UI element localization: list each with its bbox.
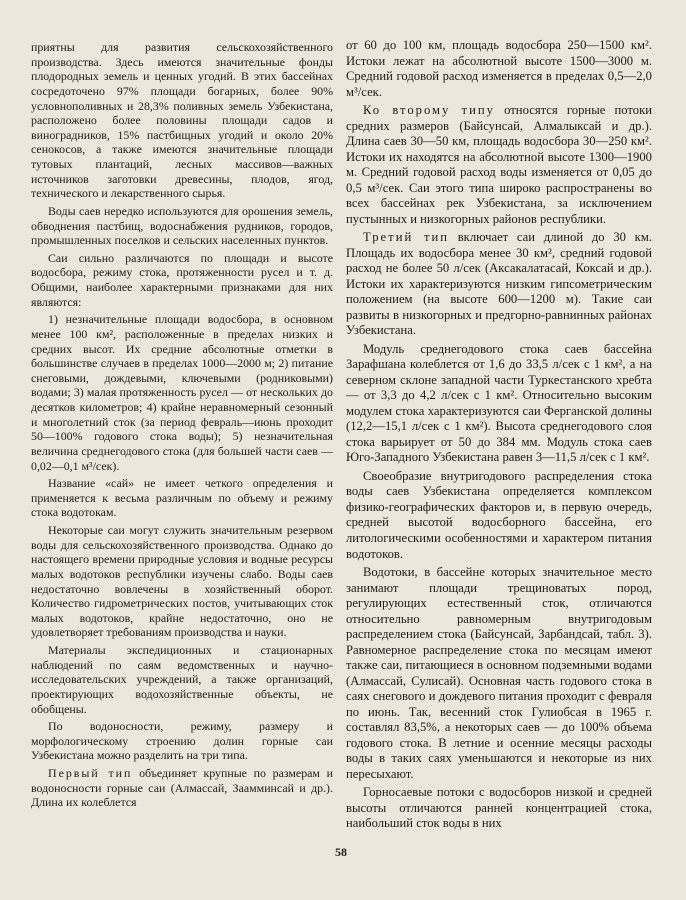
paragraph: Своеобразие внутригодового распределения стока воды саев Узбекистана определяется комплексом физико-географических факторов и, в первую очередь, средней высотой водосборного бассейна, его литологическими особенностями и характером питания водотоков.	[346, 468, 652, 561]
paragraph: По водоносности, режиму, размеру и морфологическому строению долин горные саи Узбекистана можно разделить на три типа.	[31, 719, 333, 763]
paragraph: Материалы экспедиционных и стационарных наблюдений по саям ведомственных и научно-исследовательских учреждений, а также организаций, проектирующих водохозяйственные объекты, не обобщены.	[31, 643, 333, 716]
left-column	[31, 40, 333, 813]
paragraph: Третий тип включает саи длиной до 30 км. Площадь их водосбора менее 30 км², средний годовой расход не более 50 л/сек (Аксакалатасай, Коксай и др.). Истоки их характеризуются низким гипсометрическим положением (на высоте 600—1200 м). Такие саи развиты в низкогорных и предгорно-равнинных районах Узбекистана.	[346, 230, 652, 338]
paragraph: Саи сильно различаются по площади и высоте водосбора, режиму стока, протяженности русел и т. д. Общими, наиболее характерными признаками для них являются:	[31, 250, 333, 309]
paragraph: Горносаевые потоки с водосборов низкой и средней высоты отличаются ранней концентрацией стока, наибольший сток воды в них	[346, 785, 652, 831]
type-heading: Третий тип	[363, 230, 449, 245]
paragraph: 1) незначительные площади водосбора, в основном менее 100 км², расположенные в пределах низких и средних высот. Их средние абсолютные отметки в большинстве случаев в пределах 1000—2000 м; 2) питание снеговыми, дождевыми, ключевыми (родниковыми) водами; 3) малая протяженность русел — от нескольких до десятков километров; 4) крайне неравномерный сезонный и многолетний сток (за период февраль—июнь проходит 50—100% годового стока воды); 5) незначительная величина среднегодового стока (для большей части саев — 0,02—0,1 м³/сек).	[31, 312, 333, 473]
paragraph: Модуль среднегодового стока саев бассейна Зарафшана колеблется от 1,6 до 33,5 л/сек с 1 км², а на северном склоне западной части Туркестанского хребта — от 3,3 до 4,2 л/сек с 1 км². Относительно высоким модулем стока характеризуются саи Ферганской долины (12,2—15,1 л/сек с 1 км²). Высота среднегодового слоя стока варьирует от 50 до 384 мм. Модуль стока саев Юго-Западного Узбекистана равен 3—11,5 л/сек с 1 км².	[346, 341, 652, 465]
paragraph: Ко второму типу относятся горные потоки средних размеров (Байсунсай, Алмалыксай и др.). Длина саев 30—50 км, площадь водосбора 30—250 км². Истоки их находятся на абсолютной высоте 1300—1900 м. Средний годовой расход воды изменяется от 0,05 до 0,5 м³/сек. Саи этого типа широко распространены во всех бассейнах рек Узбекистана, за исключением пустынных и низкогорных районов республики.	[346, 103, 652, 226]
paragraph: Некоторые саи могут служить значительным резервом воды для сельскохозяйственного производства. Однако до настоящего времени природные условия и водные ресурсы малых водотоков республики изучены слабо. Воды саев недостаточно вовлечены в хозяйственный оборот. Количество гидрометрических постов, учитывающих сток малых водотоков, крайне недостаточно, оно не удовлетворяет требованиям производства и науки.	[31, 523, 333, 640]
paragraph: Воды саев нередко используются для орошения земель, обводнения пастбищ, водоснабжения рудников, городов, промышленных поселков и сельских населенных пунктов.	[31, 203, 333, 248]
right-column	[346, 38, 652, 835]
paragraph: от 60 до 100 км, площадь водосбора 250—1500 км². Истоки лежат на абсолютной высоте 1500—3000 м. Средний годовой расход изменяется в пределах 0,5—2,0 м³/сек.	[346, 38, 652, 99]
paragraph: приятны для развития сельскохозяйственного производства. Здесь имеются значительные фонды плодородных земель и ценных угодий. В этих бассейнах сосредоточено 97% площади богарных, более 90% условнополивных и 28,3% поливных земель Узбекистана, расположено более половины площади садов и виноградников, 15% пастбищных угодий и около 20% сенокосов, а также имеются значительные площади тутовых плантаций, лесных массивов—важных источников заготовки древесины, плодов, ягод, технического и лекарственного сырья.	[31, 40, 333, 201]
type-heading: Ко второму типу	[363, 103, 495, 118]
type-heading: Первый тип	[48, 766, 133, 780]
paragraph: Название «сай» не имеет четкого определения и применяется к весьма различным по объему и режиму стока водотокам.	[31, 476, 333, 520]
paragraph: Водотоки, в бассейне которых значительное место занимают площади трещиноватых пород, регулирующих естественный сток, отличаются относительно равномерным внутригодовым распределением стока (Байсунсай, Зарбандсай, табл. 3). Равномерное распределение стока по месяцам имеют также саи, питающиеся в основном подземными водами (Алмассай, Сулисай). Основная часть годового стока в саях снегового и дождевого питания проходит с февраля по июнь. Так, весенний сток Гулиобсая в 1965 г. составлял 83,5%, а некоторых саев — до 100% объема годового стока. В летние и осенние месяцы расходы воды в таких саях уменьшаются и некоторые из них пересыхают.	[346, 565, 652, 781]
paragraph: Первый тип объединяет крупные по размерам и водоносности горные саи (Алмассай, Заамминсай и др.). Длина их колеблется	[31, 766, 333, 810]
page-number: 58	[335, 845, 347, 859]
